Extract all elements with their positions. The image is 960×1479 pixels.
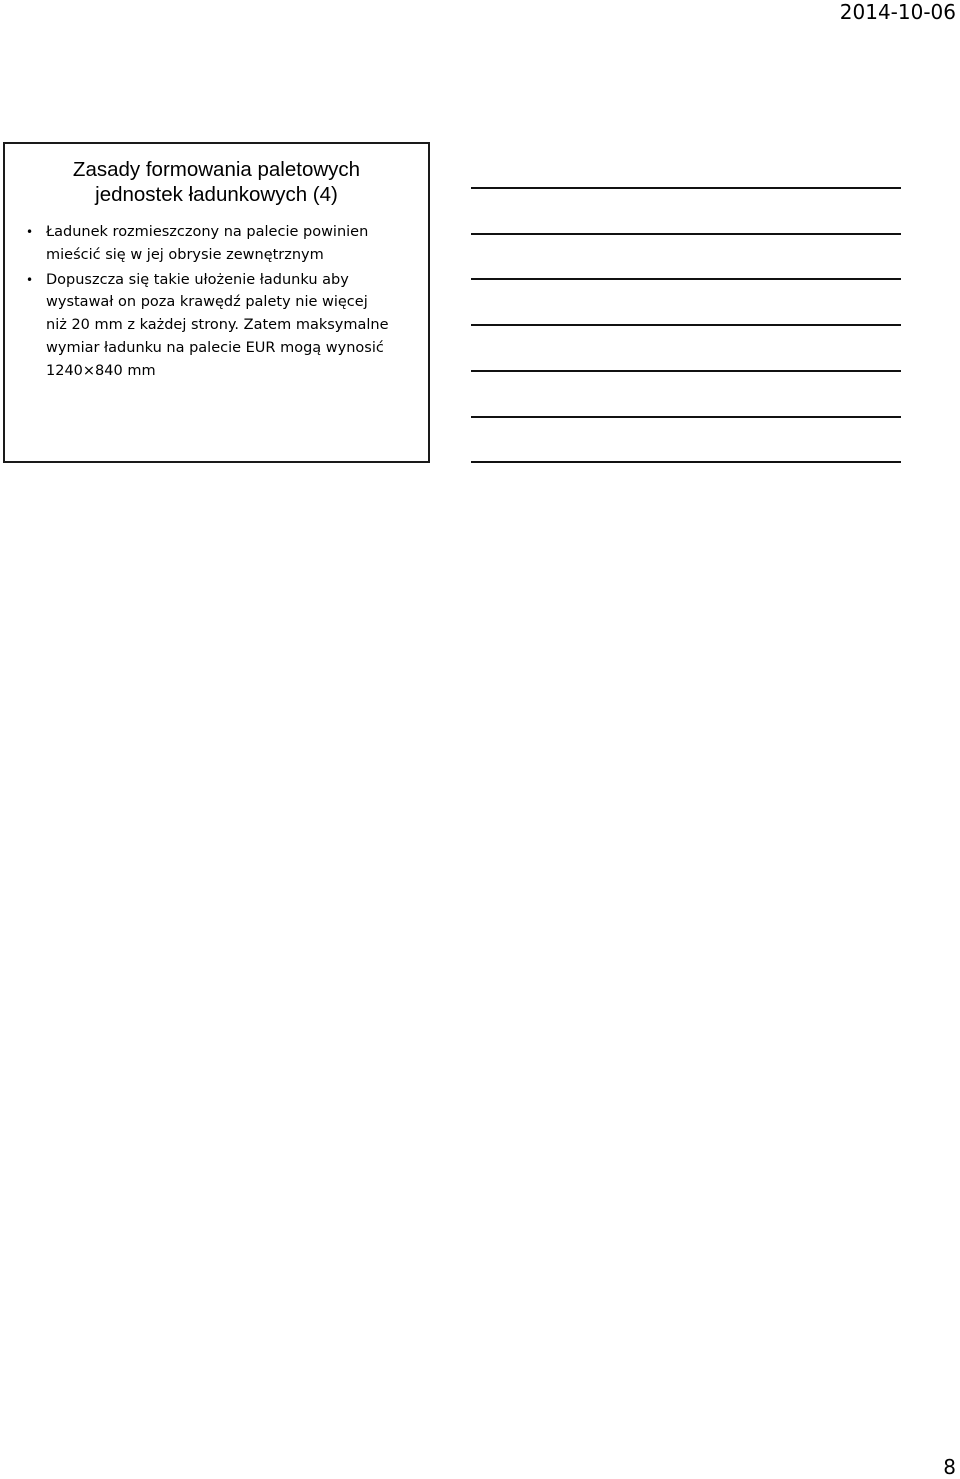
header-date: 2014-10-06 [839,0,956,24]
bullet-text-line: mieścić się w jej obrysie zewnętrznym [46,246,324,263]
bullet-text-line: Dopuszcza się takie ułożenie ładunku aby [46,271,349,288]
bullet-text-line: Ładunek rozmieszczony na palecie powinien [46,224,369,240]
page-number: 8 [943,1455,956,1479]
note-line [471,324,901,326]
bullet-dot-icon: • [26,225,34,239]
note-line [471,416,901,418]
slide-title-line-1: Zasady formowania paletowych [72,158,361,181]
note-line [471,278,901,280]
note-line [471,461,901,463]
note-line [471,187,901,189]
bullet-list [5,221,428,385]
slide-thumbnail [3,142,430,463]
bullet-item [5,221,428,267]
slide-title-line-2: jednostek ładunkowych (4) [95,183,338,206]
bullet-text-line: wystawał on poza krawędź palety nie więcej [46,294,368,311]
note-line [471,233,901,235]
bullet-dot-icon: • [26,272,34,287]
bullet-item [5,269,428,383]
slide-title [5,157,428,207]
bullet-text-line: 1240×840 mm [46,362,156,379]
bullet-text-line: niż 20 mm z każdej strony. Zatem maksymalne [46,317,389,334]
bullet-text-line: wymiar ładunku na palecie EUR mogą wynosić [46,339,384,356]
note-line [471,370,901,372]
